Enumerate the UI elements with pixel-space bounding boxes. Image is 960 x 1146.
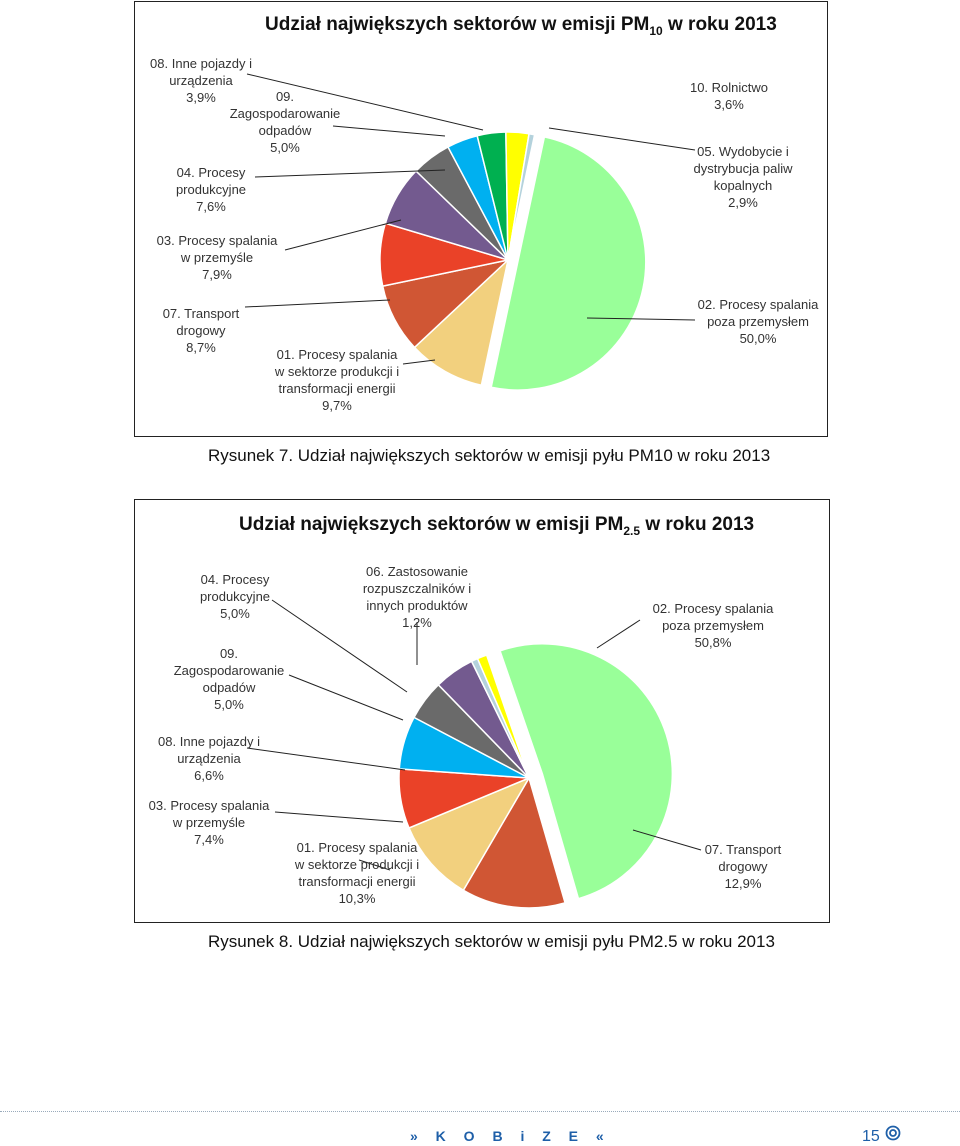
- slice-label: 04. Procesy produkcyjne 5,0%: [199, 572, 271, 621]
- footer-divider: [0, 1111, 960, 1112]
- slice-label: 09. Zagospodarowanie odpadów 5,0%: [229, 89, 341, 155]
- figure8-caption: Rysunek 8. Udział największych sektorów w emisji pyłu PM2.5 w roku 2013: [208, 932, 775, 951]
- slice-label: 02. Procesy spalania poza przemysłem 50,0%: [697, 297, 819, 346]
- slice-label: 10. Rolnictwo 3,6%: [689, 80, 769, 112]
- label-leader-line: [597, 620, 640, 648]
- slice-label: 02. Procesy spalania poza przemysłem 50,8%: [652, 601, 774, 650]
- label-leader-line: [333, 126, 445, 136]
- figure7-caption: Rysunek 7. Udział największych sektorów w emisji pyłu PM10 w roku 2013: [208, 446, 771, 465]
- slice-label: 01. Procesy spalania w sektorze produkcji i transformacji energii 9,7%: [274, 347, 400, 413]
- slice-label: 03. Procesy spalania w przemyśle 7,9%: [156, 233, 278, 282]
- slice-label: 09. Zagospodarowanie odpadów 5,0%: [173, 646, 285, 712]
- chart-title: Udział największych sektorów w emisji $PM_{10}$ w roku 2013: [265, 14, 777, 38]
- slice-label: 04. Procesy produkcyjne 7,6%: [175, 165, 247, 214]
- pm10-chart-panel: [134, 1, 828, 437]
- slice-label: 06. Zastosowanie rozpuszczalników i innych produktów 1,2%: [362, 564, 472, 630]
- slice-label: 05. Wydobycie i dystrybucja paliw kopalnych 2,9%: [693, 144, 793, 210]
- pm25-chart-panel: [134, 499, 830, 923]
- slice-label: 03. Procesy spalania w przemyśle 7,4%: [148, 798, 270, 847]
- chart-title: Udział największych sektorów w emisji $PM_{2.5}$ w roku 2013: [239, 514, 755, 538]
- label-leader-line: [247, 748, 405, 770]
- slice-label: 07. Transport drogowy 12,9%: [704, 842, 782, 891]
- label-leader-line: [272, 600, 407, 692]
- slice-label: 07. Transport drogowy 8,7%: [162, 306, 240, 355]
- slice-label: 08. Inne pojazdy i urządzenia 3,9%: [150, 56, 252, 105]
- label-leader-line: [289, 675, 403, 720]
- page-target-icon: [885, 1125, 901, 1141]
- slice-label: 01. Procesy spalania w sektorze produkcji i transformacji energii 10,3%: [294, 840, 420, 906]
- label-leader-line: [275, 812, 403, 822]
- label-leader-line: [245, 300, 390, 307]
- slice-label: 08. Inne pojazdy i urządzenia 6,6%: [158, 734, 260, 783]
- pm25-pie-chart: [135, 500, 831, 924]
- page-number: 15: [862, 1128, 880, 1145]
- footer-brand: » K O B i Z E «: [410, 1128, 611, 1144]
- pm10-pie-chart: [135, 2, 829, 438]
